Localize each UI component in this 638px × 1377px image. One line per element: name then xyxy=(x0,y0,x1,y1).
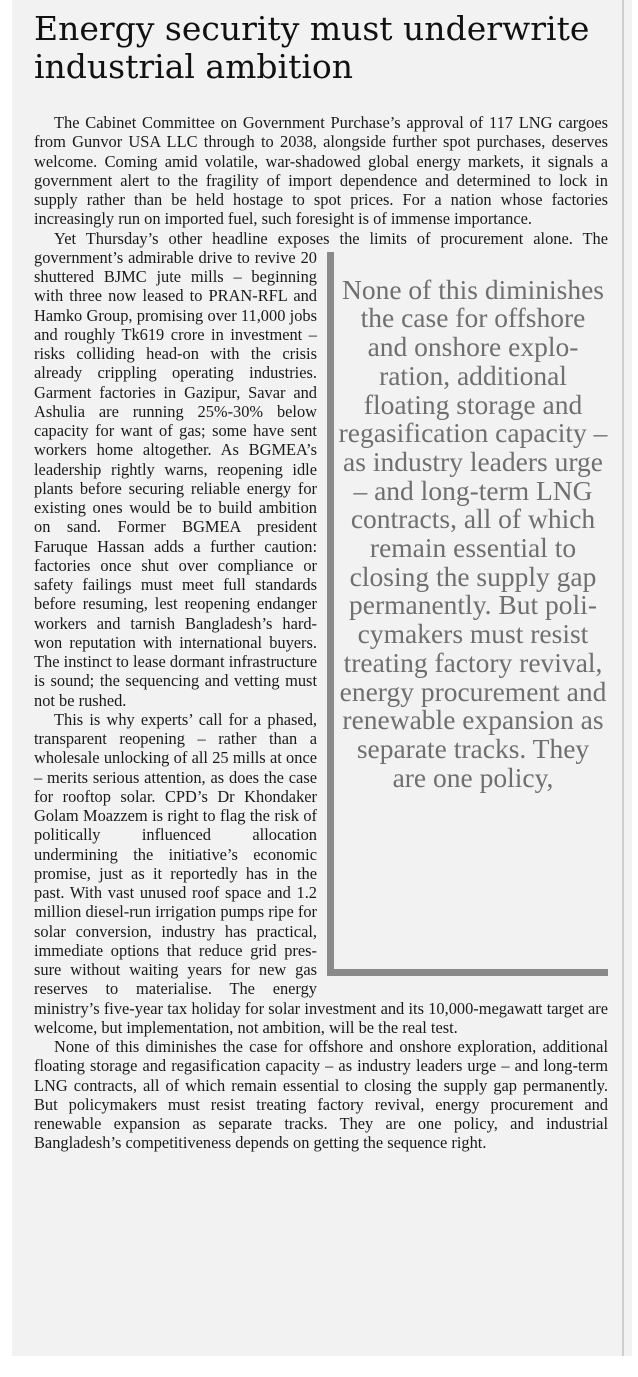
page-edge xyxy=(622,0,624,1356)
article-paragraph-4: None of this diminishes the case for offshore and onshore exploration, additional floating storage and regasification capacity – as industry leaders urge – and long-term LNG contracts, all of which remain essential to closing the supply gap permanently. But policymakers must resist treating factory revival, energy procurement and renewable expansion as separate tracks. They are one policy, and industrial Bangladesh’s competitiveness depends on getting the sequence right. xyxy=(34,1037,608,1153)
pullquote-text: None of this diminishes the case for offshore and onshore exploration, additional floating storage and regasification capacity – as industry leaders urge – and long-term LNG contracts, all of which remain essential to closing the supply gap permanently. But policymakers must resist treating factory revival, energy procurement and renewable expansion as separate tracks. They are one policy, xyxy=(338,273,608,793)
pullquote-box xyxy=(327,252,608,976)
article-body xyxy=(34,113,608,1153)
article-paragraph-1: The Cabinet Committee on Government Purchase’s approval of 117 LNG cargoes from Gunvor USA LLC through to 2038, alongside further spot purchases, deserves welcome. Coming amid volatile, war-shadowed global energy markets, it signals a government alert to the fragility of import dependence and determined to lock in supply rather than be held hostage to spot prices. For a nation whose factories increasingly run on imported fuel, such foresight is of immense importance. xyxy=(34,113,608,229)
article-headline: Energy security must underwrite industrial ambition xyxy=(34,9,590,86)
article-paragraph-2 xyxy=(34,228,608,793)
article-paragraph-3: This is why experts’ call for a phased, transparent reopening – rather than a wholesale unlocking of all 25 mills at once – merits serious attention, as does the case for rooftop solar. CPD’s Dr Khondaker Golam Moazzem is right to flag the risk of politically influenced allocation undermining the initiative’s economic promise, just as it reportedly has in the past. With vast unused roof space and 1.2 million diesel-run irrigation pumps ripe for solar conversion, industry has practical, immediate options that reduce grid pressure without waiting years for new gas reserves to materialise. The energy ministry’s five-year tax holiday for solar investment and its 10,000-megawatt target are welcome, but implementation, not ambition, will be the real test. xyxy=(34,709,608,1037)
paragraph-2-lead: Yet Thursday’s other headline exposes the limits of procurement alone. The government’s admirable drive to revive 20 xyxy=(34,228,608,267)
paragraph-2-rest: shuttered BJMC jute mills – beginning with three now leased to PRAN-RFL and Hamko Group, promising over 11,000 jobs and roughly Tk619 crore in investment – risks colliding head-on with the crisis already crippling operating industries. Garment factories in Gazipur, Savar and Ashulia are running 25%-30% below capacity for want of gas; some have sent workers home altogether. As BGMEA’s leadership rightly warns, reopening idle plants before securing reliable energy for existing ones would be to build ambition on sand. Former BGMEA president Faruque Hassan adds a further caution: factories once shut over compliance or safety failings must meet full standards before resuming, lest reopening endanger workers and tarnish Bangladesh’s hard-won reputation with international buyers. The instinct to lease dormant infrastructure is sound; the sequencing and vetting must not be rushed. xyxy=(34,267,317,710)
